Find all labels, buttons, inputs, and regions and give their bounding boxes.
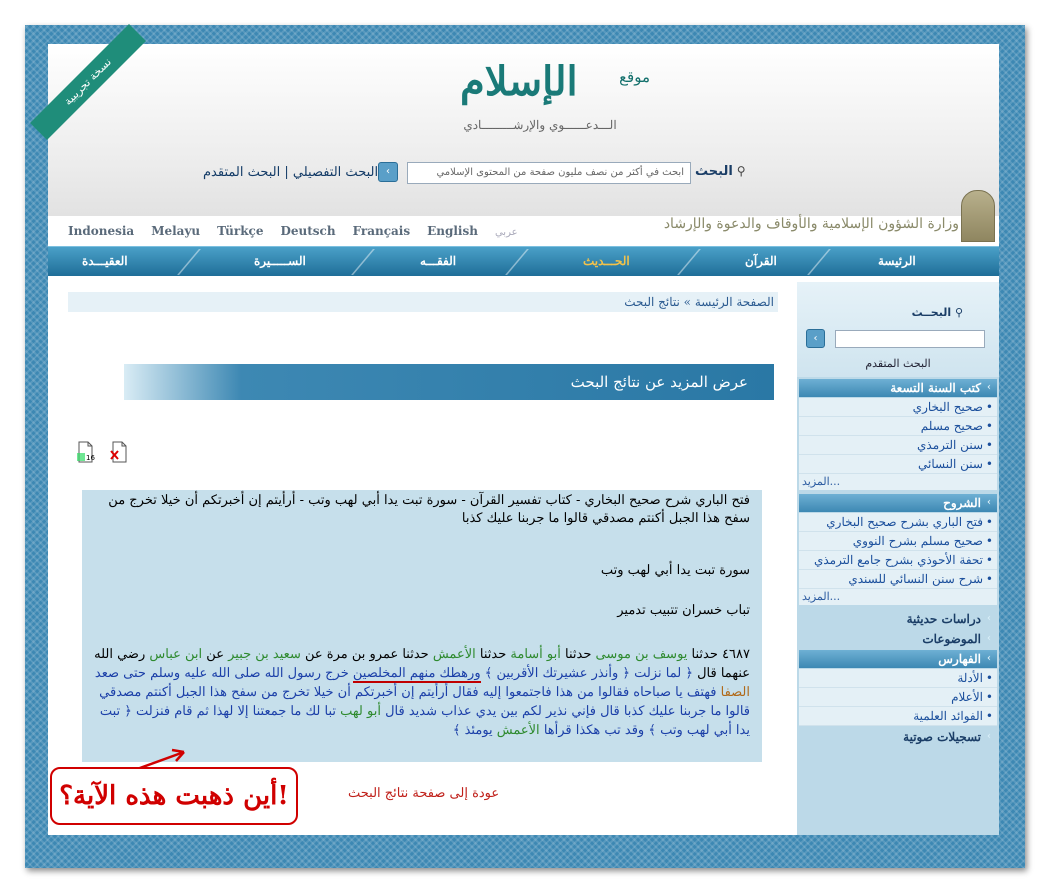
nav-separator	[351, 249, 375, 275]
sidebar-item[interactable]: سنن النسائي •	[799, 455, 997, 474]
nav-home[interactable]: الرئيسة	[878, 254, 916, 268]
sidebar-item[interactable]: صحيح البخاري •	[799, 398, 997, 417]
language-bar	[68, 224, 535, 240]
breadcrumb[interactable]: الصفحة الرئيسة » نتائج البحث	[68, 292, 778, 312]
lang-english[interactable]: English	[427, 224, 478, 238]
lang-arabic[interactable]: عربي	[494, 227, 518, 238]
sidebar-link-audio[interactable]: تسجيلات صوتية ‹	[799, 728, 997, 746]
hadith-text	[90, 645, 750, 740]
main-nav	[48, 246, 999, 276]
logo-site-word: موقع	[619, 68, 650, 86]
hadith-phrase: حدثنا	[565, 647, 592, 662]
narrator-link[interactable]: الأعمش	[496, 723, 540, 738]
print-icon[interactable]	[76, 441, 94, 463]
lang-indonesia[interactable]: Indonesia	[68, 224, 135, 238]
search-label	[695, 164, 746, 179]
sidebar-item[interactable]: فتح الباري بشرح صحيح البخاري •	[799, 513, 997, 532]
mosque-logo-icon	[961, 190, 995, 242]
back-to-results-link[interactable]: عودة إلى صفحة نتائج البحث	[348, 786, 500, 801]
svg-text:16: 16	[86, 454, 95, 462]
narrator-link[interactable]: ابن عباس	[149, 647, 203, 662]
beta-ribbon: نسخة تجريبية	[30, 24, 146, 140]
sidebar-item[interactable]: صحيح مسلم بشرح النووي •	[799, 532, 997, 551]
header-search	[203, 162, 773, 186]
sidebar-item[interactable]: تحفة الأحوذي بشرح جامع الترمذي •	[799, 551, 997, 570]
logo-subtitle: الـــدعــــــوي والإرشـــــــــادي	[463, 118, 617, 132]
nav-quran[interactable]: القرآن	[745, 254, 777, 268]
result-title-bar: عرض المزيد عن نتائج البحث	[124, 364, 774, 400]
hadith-phrase: فهتف يا صباحاه فقالوا من هذا فاجتمعوا إليه فقال أرأيتم إن أخبرتكم أن خيلا تخرج من سفح هذا الجبل أكنتم مصدقي قالوا ما جربنا عليك كذبا قال فإني نذير لكم بين يدي عذاب شديد قال	[99, 685, 750, 719]
hadith-phrase: تبا لك ما جمعتنا إلا لهذا ثم قام فنزلت	[136, 704, 337, 719]
logo-main-word: الإسلام	[460, 58, 578, 105]
sidebar-section-indexes[interactable]: الفهارس ‹	[799, 650, 997, 668]
nav-aqeedah[interactable]: العقيـــدة	[82, 254, 128, 268]
sidebar-search	[797, 282, 999, 377]
search-label-text: البحث	[695, 164, 733, 179]
nav-hadith[interactable]: الحـــديث	[583, 254, 630, 268]
nav-separator	[177, 249, 201, 275]
nav-separator	[505, 249, 529, 275]
lang-deutsch[interactable]: Deutsch	[280, 224, 336, 238]
nav-separator	[807, 249, 831, 275]
search-go-button[interactable]: ‹	[378, 162, 398, 182]
quran-quote: ﴿ لما نزلت ﴿ وأنذر عشيرتك الأقربين ﴾	[484, 666, 693, 681]
narrator-link[interactable]: أبو لهب	[340, 704, 381, 719]
narrator-link[interactable]: يوسف بن موسى	[595, 647, 688, 662]
search-icon: ⚲	[954, 306, 963, 319]
hadith-number: ٤٦٨٧	[722, 647, 750, 662]
sidebar-section-shurooh[interactable]: الشروح ‹	[799, 494, 997, 512]
search-input[interactable]: ابحث في أكثر من نصف مليون صفحة من المحتوى الإسلامي	[407, 162, 691, 184]
tabab-line: تباب خسران تتبيب تدمير	[617, 603, 750, 618]
sidebar-item[interactable]: شرح سنن النسائي للسندي •	[799, 570, 997, 589]
ministry-banner	[663, 186, 999, 244]
content-title: فتح الباري شرح صحيح البخاري - كتاب تفسير القرآن - سورة تبت يدا أبي لهب وتب - أرأيتم إن أخبرتكم أن خيلا تخرج من سفح هذا الجبل أكنتم مصدقي قالوا ما جربنا عليك كذبا	[108, 493, 750, 526]
search-icon: ⚲	[736, 164, 746, 178]
sidebar-search-input[interactable]	[835, 330, 985, 348]
nav-fiqh[interactable]: الفقـــه	[420, 254, 457, 268]
sidebar-more-link[interactable]: المزيد...	[799, 589, 997, 605]
sidebar-link-topics[interactable]: الموضوعات ‹	[799, 630, 997, 648]
hadith-phrase: خرج رسول الله صلى الله عليه وسلم حتى صعد	[94, 666, 349, 681]
ministry-name: وزارة الشؤون الإسلامية والأوقاف والدعوة والإرشاد	[663, 216, 959, 232]
hadith-phrase: حدثنا	[479, 647, 507, 662]
sidebar-advanced-search-link[interactable]: البحث المتقدم	[865, 357, 931, 370]
sidebar-item[interactable]: الفوائد العلمية •	[799, 707, 997, 726]
sidebar-item[interactable]: الأعلام •	[799, 688, 997, 707]
close-doc-icon[interactable]	[110, 441, 128, 463]
hadith-phrase: حدثنا عمرو بن مرة عن	[304, 647, 429, 662]
narrator-link[interactable]: أبو أسامة	[510, 647, 561, 662]
sidebar-more-link[interactable]: المزيد...	[799, 474, 997, 490]
place-link[interactable]: الصفا	[720, 685, 750, 700]
surah-line: سورة تبت يدا أبي لهب وتب	[600, 563, 750, 578]
sidebar-search-title	[912, 306, 963, 319]
sidebar	[797, 282, 999, 835]
underlined-phrase: ورهطك منهم المخلصين	[352, 666, 481, 681]
narrator-link[interactable]: الأعمش	[432, 647, 476, 662]
hadith-phrase: وقد تب هكذا قرأها	[543, 723, 645, 738]
site-logo[interactable]	[420, 54, 660, 139]
sidebar-section-nine-books[interactable]: كتب السنة التسعة ‹	[799, 379, 997, 397]
hadith-phrase: رضي الله عنهما قال	[94, 647, 750, 681]
hadith-phrase: حدثنا	[691, 647, 718, 662]
sidebar-item[interactable]: صحيح مسلم •	[799, 417, 997, 436]
sidebar-link-studies[interactable]: دراسات حديثية ‹	[799, 610, 997, 628]
quran-quote: ﴿ تبت يدا أبي لهب وتب ﴾	[99, 704, 750, 738]
sidebar-search-title-text: البحــث	[911, 306, 952, 319]
nav-seerah[interactable]: الســـــيرة	[254, 254, 306, 268]
hadith-phrase: عن	[206, 647, 224, 662]
sidebar-item[interactable]: سنن الترمذي •	[799, 436, 997, 455]
sidebar-item[interactable]: الأدلة •	[799, 669, 997, 688]
lang-turkce[interactable]: Türkçe	[217, 224, 264, 238]
advanced-search-links[interactable]: البحث التفصيلي | البحث المتقدم	[203, 165, 379, 180]
hadith-phrase: يومئذ ﴾	[452, 723, 493, 738]
nav-separator	[677, 249, 701, 275]
narrator-link[interactable]: سعيد بن جبير	[228, 647, 301, 662]
sidebar-search-go-button[interactable]: ‹	[806, 329, 825, 348]
annotation-callout: أين ذهبت هذه الآية؟!	[50, 767, 298, 825]
lang-francais[interactable]: Français	[352, 224, 411, 238]
page	[48, 44, 999, 835]
hadith-content	[82, 490, 762, 762]
lang-melayu[interactable]: Melayu	[151, 224, 201, 238]
